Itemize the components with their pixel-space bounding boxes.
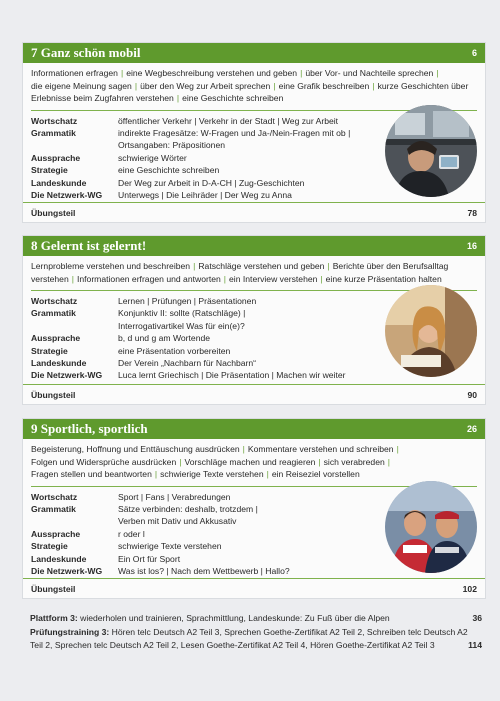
detail-value: Ein Ort für Sport	[118, 553, 181, 564]
detail-value: Der Verein „Nachbarn für Nachbarn“	[118, 358, 257, 369]
unit-page-number: 6	[471, 48, 477, 58]
detail-value: schwierige Texte verstehen	[118, 541, 222, 552]
unit-goals: Informationen erfragen | eine Wegbeschreibung verstehen und geben | über Vor- und Nachteile sprechen | die eigene Meinung sagen | über den Weg zur Arbeit sprechen | eine Grafik beschreiben | kurze Geschichten über Erlebnisse beim Zugfahren verstehen | eine Geschichte schreiben	[31, 68, 469, 103]
goal-item: über Vor- und Nachteile sprechen	[305, 68, 434, 78]
detail-label: Grammatik	[31, 308, 76, 319]
detail-label	[31, 139, 118, 151]
detail-value: öffentlicher Verkehr | Verkehr in der Stadt | Weg zur Arbeit	[118, 115, 339, 126]
detail-value: Sport | Fans | Verabredungen	[118, 491, 231, 502]
exercise-row	[23, 384, 485, 404]
goal-item: Informationen erfragen	[31, 68, 118, 78]
goal-item: Begeisterung, Hoffnung und Enttäuschung ausdrücken	[31, 444, 240, 454]
unit-7	[22, 42, 486, 223]
detail-label: Wortschatz	[31, 296, 78, 306]
exercise-label: Übungsteil	[31, 207, 76, 218]
goal-item: eine Geschichte schreiben	[182, 93, 284, 103]
pruefung-description-line2: Teil 2, Sprechen telc Deutsch A2 Teil 2, Lesen Goethe-Zertifikat A2 Teil 4, Hören Goethe-Zertifikat A2 Teil 3	[30, 639, 435, 650]
detail-value: Interrogativartikel Was für ein(e)?	[118, 320, 245, 331]
detail-value: Unterwegs | Die Leihräder | Der Weg zu Anna	[118, 189, 292, 200]
unit-page-number: 16	[466, 241, 477, 251]
unit-title: 9 Sportlich, sportlich	[31, 421, 148, 436]
exercise-row	[23, 578, 485, 598]
detail-label	[31, 515, 118, 527]
goal-item: Lernprobleme verstehen und beschreiben	[31, 261, 191, 271]
goal-item: Kommentare verstehen und schreiben	[247, 444, 394, 454]
goal-item: Vorschläge machen und reagieren	[184, 456, 316, 467]
goal-item: die eigene Meinung sagen	[31, 80, 132, 91]
unit-header	[23, 419, 485, 439]
detail-label: Strategie	[31, 541, 68, 552]
goal-item: ein Interview verstehen	[229, 273, 318, 284]
goal-item: schwierige Texte verstehen	[160, 469, 264, 479]
goal-item: kurze Geschichten über Erlebnisse beim Zugfahren verstehen	[31, 80, 469, 103]
unit-page-number: 26	[466, 424, 477, 434]
plattform-line	[30, 612, 482, 625]
detail-value: Ortsangaben: Präpositionen	[118, 140, 226, 151]
detail-label: Die Netzwerk-WG	[31, 565, 103, 576]
exercise-page-number: 102	[462, 583, 477, 594]
detail-value: Sätze verbinden: deshalb, trotzdem |	[118, 503, 258, 514]
detail-label: Aussprache	[31, 152, 81, 163]
detail-label	[31, 320, 118, 332]
detail-label: Aussprache	[31, 333, 81, 344]
unit-photo-student	[385, 285, 477, 377]
detail-value: b, d und g am Wortende	[118, 333, 211, 344]
plattform-label: Plattform 3:	[30, 613, 78, 623]
unit-title: 7 Ganz schön mobil	[31, 45, 141, 60]
detail-value: eine Geschichte schreiben	[118, 165, 220, 176]
detail-value: Verben mit Dativ und Akkusativ	[118, 516, 237, 527]
plattform-text	[30, 612, 390, 625]
detail-label: Grammatik	[31, 503, 76, 514]
detail-value: eine Präsentation vorbereiten	[118, 345, 231, 356]
detail-label: Landeskunde	[31, 177, 87, 188]
goal-item: eine Grafik beschreiben	[278, 80, 370, 91]
unit-details	[23, 487, 485, 578]
detail-label: Die Netzwerk-WG	[31, 370, 103, 381]
detail-value: indirekte Fragesätze: W-Fragen und Ja-/Nein-Fragen mit ob |	[118, 127, 351, 138]
goal-item: Berichte über den Berufsalltag verstehen	[31, 261, 449, 284]
unit-goals: Lernprobleme verstehen und beschreiben | Ratschläge verstehen und geben | Berichte über den Berufsalltag verstehen | Informationen erfragen und antworten | ein Interview verstehen | eine kurze Präsentation halten	[31, 261, 449, 284]
exercise-label: Übungsteil	[31, 389, 76, 400]
goal-item: eine kurze Präsentation halten	[325, 273, 442, 284]
detail-value: r oder l	[118, 528, 145, 539]
plattform-description: wiederholen und trainieren, Sprachmittlung, Landeskunde: Zu Fuß über die Alpen	[77, 613, 390, 623]
detail-value: schwierige Wörter	[118, 152, 187, 163]
detail-value: Lernen | Prüfungen | Präsentationen	[118, 296, 257, 306]
detail-value: Luca lernt Griechisch | Die Präsentation | Machen wir weiter	[118, 370, 346, 381]
detail-label: Die Netzwerk-WG	[31, 189, 103, 200]
plattform-page-number: 36	[472, 613, 482, 623]
pruefung-line	[30, 626, 482, 651]
detail-label: Strategie	[31, 165, 68, 176]
unit-title: 8 Gelernt ist gelernt!	[31, 238, 147, 253]
unit-header	[23, 236, 485, 256]
goal-item: Informationen erfragen und antworten	[76, 273, 221, 284]
pruefung-text	[30, 626, 468, 639]
detail-label: Wortschatz	[31, 491, 78, 502]
unit-photo-commuter	[385, 105, 477, 197]
unit-goals: Begeisterung, Hoffnung und Enttäuschung ausdrücken | Kommentare verstehen und schreiben | Folgen und Widersprüche ausdrücken | Vorschläge machen und reagieren | sich verabreden | Fragen stellen und beantworten | schwierige Texte verstehen | ein Reiseziel vorstellen	[31, 444, 399, 479]
goal-item: Folgen und Widersprüche ausdrücken	[31, 456, 177, 467]
goal-item: Fragen stellen und beantworten	[31, 469, 152, 479]
unit-8	[22, 235, 486, 405]
detail-value: Was ist los? | Nach dem Wettbewerb | Hallo?	[118, 565, 290, 576]
pruefung-description-line1: Hören telc Deutsch A2 Teil 3, Sprechen Goethe-Zertifikat A2 Teil 2, Schreiben telc Deutsch A2	[109, 627, 468, 637]
detail-label: Wortschatz	[31, 115, 78, 126]
unit-details	[23, 111, 485, 202]
unit-9	[22, 418, 486, 599]
goal-item: Ratschläge verstehen und geben	[198, 261, 325, 271]
detail-value: Der Weg zur Arbeit in D-A-CH | Zug-Geschichten	[118, 177, 305, 188]
detail-label: Strategie	[31, 345, 68, 356]
detail-label: Aussprache	[31, 528, 81, 539]
goal-item: sich verabreden	[323, 456, 385, 467]
goal-item: ein Reiseziel vorstellen	[271, 469, 360, 479]
exercise-label: Übungsteil	[31, 583, 76, 594]
pruefung-page-number: 114	[468, 639, 482, 650]
unit-details	[23, 291, 485, 382]
goal-item: eine Wegbeschreibung verstehen und geben	[126, 68, 298, 78]
unit-header	[23, 43, 485, 63]
exercise-page-number: 90	[467, 389, 477, 400]
detail-label: Landeskunde	[31, 553, 87, 564]
detail-label: Landeskunde	[31, 358, 87, 369]
exercise-page-number: 78	[467, 207, 477, 218]
unit-photo-sport-fans	[385, 481, 477, 573]
detail-value: Konjunktiv II: sollte (Ratschläge) |	[118, 308, 246, 319]
goal-item: über den Weg zur Arbeit sprechen	[140, 80, 271, 91]
pruefung-label: Prüfungstraining 3:	[30, 627, 110, 637]
detail-label: Grammatik	[31, 127, 76, 138]
exercise-row	[23, 202, 485, 222]
